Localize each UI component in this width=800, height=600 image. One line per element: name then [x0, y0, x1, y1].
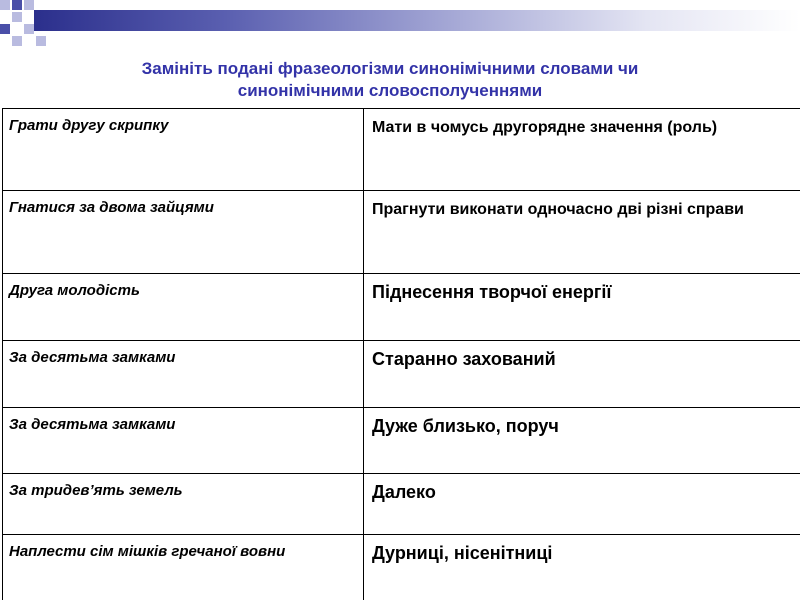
square-blue: [12, 0, 22, 10]
square-light: [12, 12, 22, 22]
table-row: [3, 191, 800, 274]
table-row: [3, 109, 800, 191]
idiom-cell: За десятьма замками: [3, 408, 364, 474]
meaning-cell: Дурниці, нісенітниці: [364, 535, 800, 600]
idiom-cell: За тридев’ять земель: [3, 474, 364, 535]
table-row: [3, 474, 800, 535]
idiom-cell: Гнатися за двома зайцями: [3, 191, 364, 274]
table-row: [3, 408, 800, 474]
square-light: [12, 36, 22, 46]
title-line-1: Замініть подані фразеологізми синонімічними словами чи: [141, 59, 639, 78]
square-blue: [0, 24, 10, 34]
square-light: [24, 0, 34, 10]
meaning-cell: Піднесення творчої енергії: [364, 274, 800, 341]
square-light: [24, 24, 34, 34]
square-light: [0, 0, 10, 10]
meaning-cell: Мати в чомусь другорядне значення (роль): [364, 109, 800, 191]
idiom-cell: Грати другу скрипку: [3, 109, 364, 191]
meaning-cell: Далеко: [364, 474, 800, 535]
idiom-cell: За десятьма замками: [3, 341, 364, 408]
idioms-table: [2, 108, 800, 600]
page-title: [20, 58, 760, 102]
table-row: [3, 535, 800, 600]
table-row: [3, 274, 800, 341]
idiom-cell: Наплести сім мішків гречаної вовни: [3, 535, 364, 600]
idiom-cell: Друга молодість: [3, 274, 364, 341]
title-line-2: синонімічними словосполученнями: [237, 81, 543, 100]
square-light: [36, 36, 46, 46]
header-gradient-bar: [34, 10, 800, 31]
meaning-cell: Прагнути виконати одночасно дві різні справи: [364, 191, 800, 274]
meaning-cell: Старанно захований: [364, 341, 800, 408]
meaning-cell: Дуже близько, поруч: [364, 408, 800, 474]
table-row: [3, 341, 800, 408]
